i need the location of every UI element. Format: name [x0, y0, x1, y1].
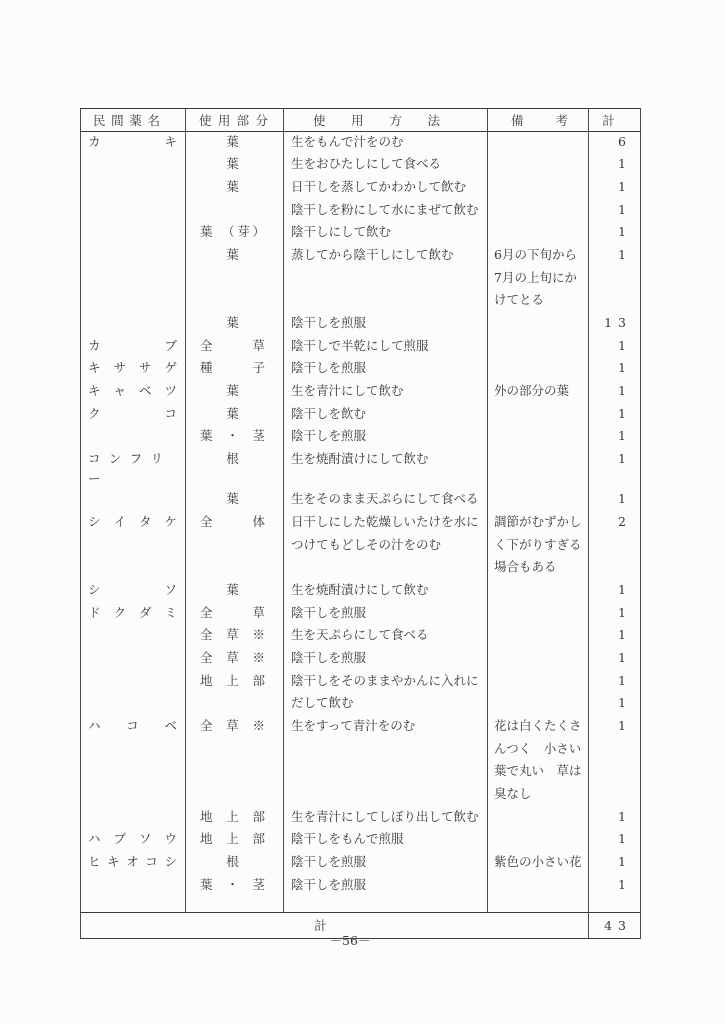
cell-part: 葉	[186, 313, 284, 336]
table-row	[81, 177, 641, 200]
table-row	[81, 761, 641, 784]
cell-name	[81, 761, 186, 784]
cell-method: 蒸してから陰干しにして飲む	[284, 245, 488, 268]
cell-count	[589, 535, 641, 558]
cell-name	[81, 489, 186, 512]
table-row	[81, 290, 641, 313]
cell-part	[186, 200, 284, 223]
cell-count: 1	[589, 358, 641, 381]
part-label: 葉 ・ 茎	[200, 428, 265, 444]
medicine-name: コ ン フ リ ー	[88, 451, 163, 487]
cell-method: 陰干しを飲む	[284, 404, 488, 427]
cell-count: 13	[589, 313, 641, 336]
cell-name	[81, 829, 186, 852]
cell-method: 日干しにした乾燥しいたけを水に	[284, 512, 488, 535]
cell-note	[488, 154, 589, 177]
table-row	[81, 557, 641, 580]
cell-name	[81, 807, 186, 830]
cell-part	[186, 625, 284, 648]
cell-name	[81, 449, 186, 489]
cell-note	[488, 132, 589, 155]
header-row	[81, 109, 641, 132]
cell-part: 葉	[186, 489, 284, 512]
table-row	[81, 426, 641, 449]
table-row	[81, 875, 641, 898]
cell-name	[81, 784, 186, 807]
cell-part	[186, 336, 284, 359]
cell-count: 1	[589, 603, 641, 626]
cell-note	[488, 200, 589, 223]
cell-note: 7月の上旬にか	[488, 268, 589, 291]
cell-note	[488, 580, 589, 603]
cell-name	[81, 580, 186, 603]
table-filler-row	[81, 898, 641, 913]
table-row	[81, 852, 641, 875]
part-label: 全 草	[200, 337, 265, 353]
table-row	[81, 200, 641, 223]
cell-note	[488, 177, 589, 200]
cell-part	[186, 426, 284, 449]
cell-name	[81, 404, 186, 427]
table-row	[81, 739, 641, 762]
cell-note	[488, 426, 589, 449]
cell-count: 2	[589, 512, 641, 535]
cell-part: 根	[186, 852, 284, 875]
cell-method	[284, 784, 488, 807]
part-label: 全 体	[200, 513, 265, 529]
cell-method	[284, 557, 488, 580]
cell-part	[186, 829, 284, 852]
cell-count: 1	[589, 693, 641, 716]
cell-name	[81, 177, 186, 200]
cell-part: 葉	[186, 154, 284, 177]
total-label: 計	[81, 913, 589, 939]
header-part-label: 使 用 部 分	[199, 112, 268, 128]
header-method-label: 使 用 方 法	[313, 112, 440, 128]
part-label: 全 草 ※	[200, 649, 265, 665]
cell-part	[186, 761, 284, 784]
cell-name	[81, 290, 186, 313]
table-row	[81, 245, 641, 268]
medicine-name: シ ソ	[88, 581, 177, 597]
cell-count: 1	[589, 381, 641, 404]
table-row	[81, 648, 641, 671]
cell-note	[488, 222, 589, 245]
cell-method: 陰干しで半乾にして煎服	[284, 336, 488, 359]
cell-method: 陰干しをそのままやかんに入れに	[284, 671, 488, 694]
cell-name	[81, 557, 186, 580]
cell-count: 1	[589, 222, 641, 245]
cell-count: 1	[589, 671, 641, 694]
cell-part	[186, 671, 284, 694]
cell-method	[284, 739, 488, 762]
header-note	[488, 109, 589, 132]
cell-note	[488, 829, 589, 852]
cell-part: 葉	[186, 381, 284, 404]
cell-method: 生をそのまま天ぷらにして食べる	[284, 489, 488, 512]
cell-part	[186, 784, 284, 807]
cell-note: 臭なし	[488, 784, 589, 807]
cell-name	[81, 739, 186, 762]
part-label: 地 上 部	[200, 672, 265, 688]
cell-part	[186, 535, 284, 558]
cell-name	[81, 426, 186, 449]
cell-name	[81, 268, 186, 291]
cell-part: 葉	[186, 404, 284, 427]
cell-method: 日干しを蒸してかわかして飲む	[284, 177, 488, 200]
cell-part	[186, 875, 284, 898]
table-row	[81, 268, 641, 291]
cell-part	[186, 716, 284, 739]
cell-method	[284, 761, 488, 784]
table-row	[81, 693, 641, 716]
cell-method: 生を天ぷらにして食べる	[284, 625, 488, 648]
cell-count: 1	[589, 807, 641, 830]
medicine-name: シ イ タ ケ	[88, 513, 177, 529]
cell-note	[488, 603, 589, 626]
cell-method: 陰干しを煎服	[284, 426, 488, 449]
table-row	[81, 829, 641, 852]
cell-count: 1	[589, 580, 641, 603]
cell-part	[186, 268, 284, 291]
cell-note: 調節がむずかし	[488, 512, 589, 535]
cell-method: 陰干しを煎服	[284, 875, 488, 898]
cell-name	[81, 603, 186, 626]
table-row	[81, 358, 641, 381]
cell-name	[81, 381, 186, 404]
cell-note: 紫色の小さい花	[488, 852, 589, 875]
table-row	[81, 132, 641, 155]
cell-count	[589, 898, 641, 913]
table-row	[81, 381, 641, 404]
table-row	[81, 807, 641, 830]
table-row	[81, 404, 641, 427]
page-number: －56－	[329, 933, 371, 948]
table-row	[81, 625, 641, 648]
medicine-name: キ サ サ ゲ	[88, 360, 177, 376]
cell-method: だして飲む	[284, 693, 488, 716]
cell-method: 陰干しを煎服	[284, 313, 488, 336]
cell-part	[186, 739, 284, 762]
cell-name	[81, 625, 186, 648]
table-row	[81, 449, 641, 489]
cell-count: 1	[589, 200, 641, 223]
cell-part	[186, 512, 284, 535]
cell-note: 花は白くたくさ	[488, 716, 589, 739]
cell-count: 1	[589, 404, 641, 427]
cell-name	[81, 875, 186, 898]
cell-count: 1	[589, 625, 641, 648]
part-label: 全 草	[200, 604, 265, 620]
cell-note	[488, 898, 589, 913]
cell-name	[81, 535, 186, 558]
cell-part	[186, 603, 284, 626]
cell-note: けてとる	[488, 290, 589, 313]
cell-note	[488, 313, 589, 336]
cell-name	[81, 512, 186, 535]
cell-note: く下がりすぎる	[488, 535, 589, 558]
medicine-name: ク コ	[88, 405, 177, 421]
cell-name	[81, 222, 186, 245]
table-row	[81, 154, 641, 177]
cell-note: 葉で丸い 草は	[488, 761, 589, 784]
part-label: 地 上 部	[200, 831, 265, 847]
table-row	[81, 313, 641, 336]
medicine-name: カ ブ	[88, 337, 177, 353]
part-label: 全 草 ※	[200, 627, 265, 643]
header-note-label: 備 考	[511, 112, 568, 128]
cell-note: 外の部分の葉	[488, 381, 589, 404]
cell-part: 葉	[186, 245, 284, 268]
cell-method: 陰干しを煎服	[284, 358, 488, 381]
cell-count: 6	[589, 132, 641, 155]
cell-count	[589, 290, 641, 313]
table-row	[81, 489, 641, 512]
cell-note	[488, 671, 589, 694]
cell-note	[488, 875, 589, 898]
table-row	[81, 512, 641, 535]
cell-method	[284, 268, 488, 291]
cell-name	[81, 898, 186, 913]
cell-name	[81, 852, 186, 875]
cell-name	[81, 154, 186, 177]
cell-part: 葉	[186, 177, 284, 200]
cell-note: 6月の下旬から	[488, 245, 589, 268]
cell-count: 1	[589, 449, 641, 489]
cell-count: 1	[589, 154, 641, 177]
cell-note: 場合もある	[488, 557, 589, 580]
cell-name	[81, 132, 186, 155]
cell-name	[81, 716, 186, 739]
cell-method: 生をおひたしにして食べる	[284, 154, 488, 177]
cell-method: つけてもどしその汁をのむ	[284, 535, 488, 558]
header-method	[284, 109, 488, 132]
medicine-name: キ ャ ベ ツ	[88, 383, 177, 399]
medicine-name: カ キ	[88, 134, 177, 149]
cell-name	[81, 671, 186, 694]
cell-name	[81, 245, 186, 268]
folk-medicine-table	[80, 108, 641, 939]
cell-note	[488, 404, 589, 427]
cell-name	[81, 648, 186, 671]
cell-count: 1	[589, 648, 641, 671]
cell-count: 1	[589, 245, 641, 268]
table-row	[81, 535, 641, 558]
cell-note	[488, 625, 589, 648]
part-label: 葉 （芽）	[200, 224, 265, 240]
cell-part: 葉	[186, 580, 284, 603]
header-name-label: 民 間 薬 名	[93, 112, 160, 128]
cell-part	[186, 807, 284, 830]
cell-part	[186, 358, 284, 381]
cell-count: 1	[589, 426, 641, 449]
cell-part: 根	[186, 449, 284, 489]
medicine-name: ヒ キ オ コ シ	[88, 854, 177, 870]
cell-part	[186, 693, 284, 716]
header-count: 計	[589, 109, 641, 132]
cell-count	[589, 761, 641, 784]
table-row	[81, 603, 641, 626]
cell-note: んつく 小さい	[488, 739, 589, 762]
part-label: 種 子	[200, 360, 265, 376]
cell-method: 生を焼酎漬けにして飲む	[284, 449, 488, 489]
cell-part	[186, 557, 284, 580]
header-part	[186, 109, 284, 132]
cell-note	[488, 489, 589, 512]
table-row	[81, 671, 641, 694]
medicine-name: ハ コ ベ	[88, 718, 177, 733]
medicine-name: ド ク ダ ミ	[88, 604, 177, 620]
cell-method	[284, 290, 488, 313]
table-row	[81, 580, 641, 603]
part-label: 全 草 ※	[200, 718, 265, 733]
cell-count	[589, 784, 641, 807]
cell-note	[488, 449, 589, 489]
cell-note	[488, 648, 589, 671]
cell-method: 生を青汁にして飲む	[284, 381, 488, 404]
cell-method	[284, 898, 488, 913]
cell-method: 陰干しを煎服	[284, 603, 488, 626]
cell-name	[81, 200, 186, 223]
part-label: 地 上 部	[200, 808, 265, 824]
table-row	[81, 716, 641, 739]
header-name	[81, 109, 186, 132]
cell-method: 陰干しをもんで煎服	[284, 829, 488, 852]
cell-name	[81, 313, 186, 336]
cell-count	[589, 268, 641, 291]
cell-count: 1	[589, 336, 641, 359]
cell-part	[186, 648, 284, 671]
cell-note	[488, 336, 589, 359]
cell-count: 1	[589, 177, 641, 200]
cell-part	[186, 290, 284, 313]
cell-count	[589, 557, 641, 580]
table-row	[81, 336, 641, 359]
cell-part	[186, 222, 284, 245]
cell-method: 生を青汁にしてしぼり出して飲む	[284, 807, 488, 830]
cell-method: 陰干しを粉にして水にまぜて飲む	[284, 200, 488, 223]
cell-method: 生を焼酎漬けにして飲む	[284, 580, 488, 603]
cell-note	[488, 693, 589, 716]
cell-part: 葉	[186, 132, 284, 155]
cell-name	[81, 693, 186, 716]
table-row	[81, 784, 641, 807]
cell-note	[488, 358, 589, 381]
cell-method: 陰干しを煎服	[284, 852, 488, 875]
cell-count: 1	[589, 875, 641, 898]
total-value: 43	[589, 913, 641, 939]
cell-name	[81, 358, 186, 381]
cell-name	[81, 336, 186, 359]
cell-count: 1	[589, 852, 641, 875]
table-row	[81, 222, 641, 245]
medicine-name: ハ ブ ソ ウ	[88, 831, 177, 847]
part-label: 葉 ・ 茎	[200, 876, 265, 892]
cell-method: 生をすって青汁をのむ	[284, 716, 488, 739]
cell-count	[589, 739, 641, 762]
cell-method: 生をもんで汁をのむ	[284, 132, 488, 155]
cell-count: 1	[589, 489, 641, 512]
cell-method: 陰干しにして飲む	[284, 222, 488, 245]
cell-part	[186, 898, 284, 913]
cell-count: 1	[589, 829, 641, 852]
cell-count: 1	[589, 716, 641, 739]
cell-note	[488, 807, 589, 830]
cell-method: 陰干しを煎服	[284, 648, 488, 671]
